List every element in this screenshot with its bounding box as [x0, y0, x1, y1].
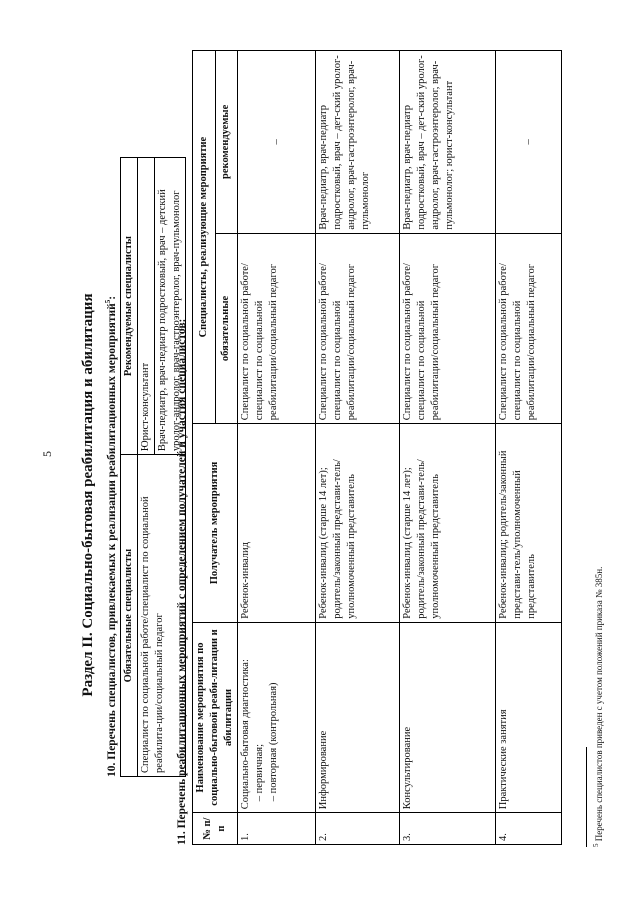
row-number: 3.: [400, 813, 496, 845]
recipient-cell: Ребенок-инвалид: [238, 424, 316, 623]
recipient-cell: Ребенок-инвалид; родитель/законный представи-тель/уполномоченный представитель: [496, 424, 562, 623]
header-number: № п/п: [193, 813, 238, 845]
mandatory-cell: Специалист по социальной работе/специалист по социальной реабилитации/социальный педагог: [238, 233, 316, 424]
recommended-cell: –: [238, 51, 316, 234]
footnote-text: Перечень специалистов приведен с учетом положений приказа № 385н.: [594, 566, 604, 842]
measure-subitem: – первичная;: [254, 743, 265, 802]
row-number: 1.: [238, 813, 316, 845]
section-11-title: 11. Перечень реабилитационных мероприятий с определением получателей и участия специалистов:: [176, 318, 188, 845]
header-recommended-specialists: Рекомендуемые специалисты: [121, 158, 138, 455]
measure-name-cell: [238, 622, 316, 813]
header-measure-name: Наименование мероприятия по социально-бытовой реаби-литации и абилитации: [193, 622, 238, 813]
header-recipient: Получатель мероприятия: [193, 424, 238, 623]
mandatory-cell: Специалист по социальной работе/специалист по социальной реабилитации/социальный педагог: [316, 233, 400, 424]
section-10-title-end: :: [105, 295, 118, 300]
recommended-specialists-cell: Юрист-консультант: [138, 158, 155, 455]
table-row: [316, 51, 400, 845]
measure-name: Информирование: [316, 622, 400, 813]
table-row: [238, 51, 316, 845]
recommended-specialists-cell: Врач-педиатр, врач-педиатр подростковый, врач – детский уролог-андролог, врач-гастроэнтеролог, врач-пульмонолог: [155, 158, 186, 455]
recipient-cell: Ребенок-инвалид (старше 14 лет); родитель/законный представи-тель/уполномоченный представитель: [316, 424, 400, 623]
mandatory-cell: Специалист по социальной работе/специалист по социальной реабилитации/социальный педагог: [400, 233, 496, 424]
table-row: [496, 51, 562, 845]
footnote-ref: 5: [104, 299, 112, 304]
header-mandatory-specialists: Обязательные специалисты: [121, 455, 138, 777]
section-10-title: [104, 296, 118, 777]
specialists-row: [138, 158, 155, 777]
recommended-cell: Врач-педиатр, врач-педиатр подростковый, врач – дет-ский уролог-андролог, врач-гастроэнтеролог, врач-пульмонолог; юрист-консультант: [400, 51, 496, 234]
section-10-title-text: 10. Перечень специалистов, привлекаемых к реализации реабилитационных мероприятий: [105, 303, 118, 777]
measure-subitem: – повторная (контрольная): [268, 682, 279, 802]
measure-name: Социально-бытовая диагностика:: [240, 659, 251, 810]
specialists-header-row: [121, 158, 138, 777]
header-recommended: рекомендуемые: [215, 51, 238, 234]
row-number: 4.: [496, 813, 562, 845]
measures-header-row: [193, 51, 216, 845]
table-row: [400, 51, 496, 845]
recommended-cell: Врач-педиатр, врач-педиатр подростковый, врач – дет-ский уролог-андролог, врач-гастроэнтеролог, врач-пульмонолог: [316, 51, 400, 234]
measure-name: Консультирование: [400, 622, 496, 813]
measure-name: Практические занятия: [496, 622, 562, 813]
mandatory-specialists-cell: Специалист по социальной работе/специалист по социальной реабилита-ции/социальный педагог: [138, 455, 186, 777]
mandatory-cell: Специалист по социальной работе/специалист по социальной реабилитации/социальный педагог: [496, 233, 562, 424]
recipient-cell: Ребенок-инвалид (старше 14 лет); родитель/законный представи-тель/уполномоченный представитель: [400, 424, 496, 623]
footnote-mark: 5: [592, 843, 600, 847]
footnote-divider: [586, 747, 587, 847]
section-heading: Раздел II. Социально-бытовая реабилитация и абилитация: [80, 293, 96, 697]
row-number: 2.: [316, 813, 400, 845]
measures-table: [192, 50, 562, 845]
recommended-cell: –: [496, 51, 562, 234]
footnote: [592, 567, 604, 847]
header-mandatory: обязательные: [215, 233, 238, 424]
header-specialists: Специалисты, реализующие мероприятие: [193, 51, 216, 424]
page-number: 5: [40, 451, 54, 457]
